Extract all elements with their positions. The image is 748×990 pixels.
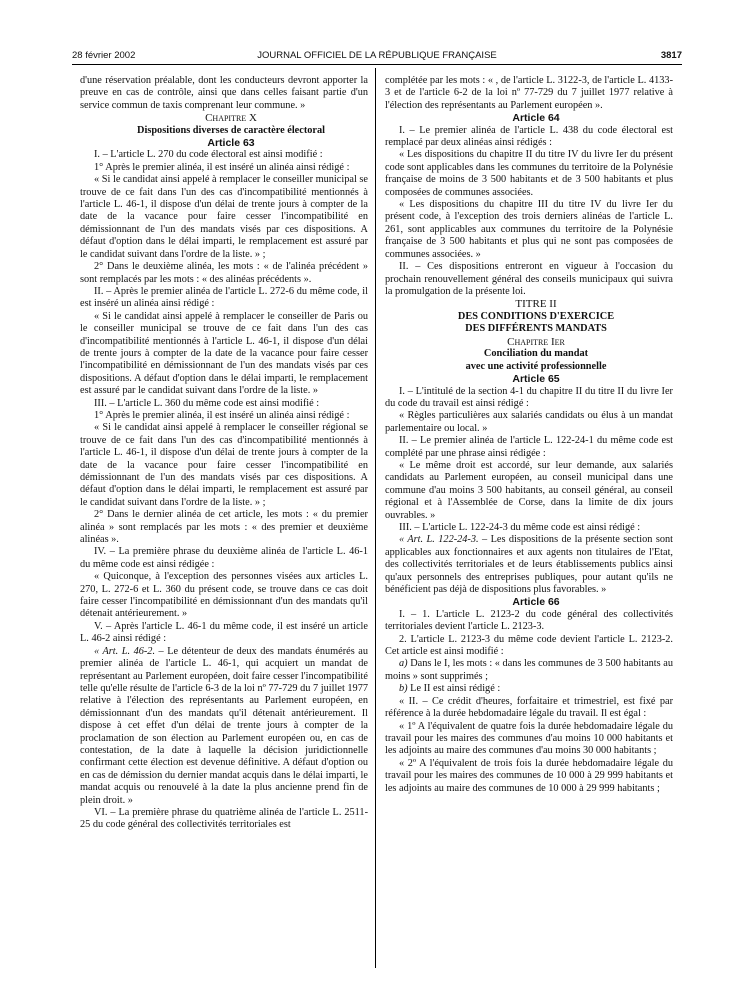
chapter-title: Dispositions diverses de caractère électoral — [137, 124, 325, 136]
article-ref: « Art. L. 46-2. — [94, 645, 156, 657]
paragraph: II. – Ces dispositions entreront en vigueur à l'occasion du prochain renouvellement général des conseils municipaux qui suivra la promulgation de la présente loi. — [385, 261, 673, 297]
chapter-title: Conciliation du mandat — [483, 348, 589, 360]
chapter-heading: Chapitre Ier — [507, 335, 565, 348]
header-rule — [72, 64, 682, 65]
paragraph: I. – 1. L'article L. 2123-2 du code général des collectivités territoriales devient l'article L. 2123-3. — [385, 608, 673, 633]
paragraph: « Les dispositions du chapitre II du titre IV du livre Ier du présent code sont applicables dans les communes du territoire de la Polynésie française de moins de 3 500 habitants et de 3 500 habitants et plus composées de communes associées. — [385, 149, 673, 198]
article-heading: Article 66 — [512, 596, 560, 609]
item-letter: a) — [399, 658, 408, 670]
page-header — [72, 50, 682, 64]
paragraph — [385, 683, 673, 695]
right-column — [385, 75, 673, 795]
paragraph: complétée par les mots : « , de l'article L. 3122-3, de l'article L. 4133-3 et de l'article 6-2 de la loi nº 77-729 du 7 juillet 1977 relative à l'élection des représentants au Parlement européen ». — [385, 75, 673, 111]
chapter-heading: Chapitre X — [205, 112, 257, 125]
title-subheading: DES DIFFÉRENTS MANDATS — [465, 323, 607, 335]
paragraph: 2° Dans le dernier alinéa de cet article, les mots : « du premier alinéa » sont remplacés par les mots : « des premier et deuxième alinéas ». — [80, 509, 368, 546]
paragraph: « 2º A l'équivalent de trois fois la durée hebdomadaire légale du travail pour les maires des communes de 10 000 à 29 999 habitants et les adjoints au maire des communes de 10 000 à 29 999 habitants ; — [385, 757, 673, 794]
paragraph: IV. – La première phrase du deuxième alinéa de l'article L. 46-1 du même code est ainsi rédigée : — [80, 546, 368, 570]
paragraph: I. – Le premier alinéa de l'article L. 438 du code électoral est remplacé par deux alinéas ainsi rédigés : — [385, 124, 673, 149]
article-heading: Article 65 — [512, 373, 560, 386]
paragraph: « Les dispositions du chapitre III du titre IV du livre Ier du présent code, à l'exception des trois derniers alinéas de l'article L. 261, sont applicables aux communes du territoire de la Polynésie française de 3 500 habitants et plus qui ne sont pas composées de communes associées. » — [385, 199, 673, 260]
title-heading: TITRE II — [515, 298, 557, 311]
paragraph-text: – Les dispositions de la présente section sont applicables aux fonctionnaires et aux agents non titulaires de l'Etat, des collectivités territoriales et de leurs établissements publics ainsi qu'aux personnels des entreprises publiques, pour autant qu'ils ne bénéficient pas déjà de dispositions plus favorables. » — [385, 534, 673, 596]
paragraph — [385, 658, 673, 683]
paragraph: 2° Dans le deuxième alinéa, les mots : « de l'alinéa précédent » sont remplacés par les mots : « des alinéas précédents ». — [80, 261, 368, 285]
paragraph: d'une réservation préalable, dont les conducteurs devront apporter la preuve en cas de contrôle, ainsi que dans celles faisant partie d'un service commun de taxis comprenant leur commune. » — [80, 75, 368, 111]
article-heading: Article 64 — [512, 112, 560, 125]
header-date: 28 février 2002 — [72, 50, 136, 61]
paragraph: « 1º A l'équivalent de quatre fois la durée hebdomadaire légale du travail pour les maires des communes d'au moins 10 000 habitants et les adjoints au maire des communes d'au moins 30 000 habitants ; — [385, 720, 673, 757]
paragraph: « Si le candidat ainsi appelé à remplacer le conseiller de Paris ou le conseiller municipal se trouve de ce fait dans l'un des cas d'incompatibilité mentionnés à l'article L. 46-1, il dispose d'un délai de trente jours à compter de la date de la vacance pour faire cesser l'incompatibilité en démissionnant de l'un des mandats visés par ces dispositions. A défaut d'option dans le délai imparti, le remplacement est assuré par le candidat suivant dans l'ordre de la liste. » — [80, 310, 368, 397]
paragraph: 2. L'article L. 2123-3 du même code devient l'article L. 2123-2. Cet article est ainsi modifié : — [385, 633, 673, 658]
paragraph: I. – L'article L. 270 du code électoral est ainsi modifié : — [94, 149, 323, 161]
item-letter: b) — [399, 683, 408, 695]
paragraph-text: Dans le I, les mots : « dans les communes de 3 500 habitants au moins » sont supprimés ; — [385, 658, 673, 682]
paragraph — [385, 534, 673, 596]
paragraph: I. – L'intitulé de la section 4-1 du chapitre II du titre II du livre Ier du code du travail est ainsi rédigé : — [385, 385, 673, 409]
paragraph: 1° Après le premier alinéa, il est inséré un alinéa ainsi rédigé : — [94, 161, 350, 173]
paragraph: V. – Après l'article L. 46-1 du même code, il est inséré un article L. 46-2 ainsi rédigé : — [80, 620, 368, 645]
paragraph: « Si le candidat ainsi appelé à remplacer le conseiller municipal se trouve de ce fait dans l'un des cas d'incompatibilité mentionnés à l'article L. 46-1, il dispose d'un délai de trente jours à compter de la date de la vacance pour faire cesser l'incompatibilité en démissionnant de l'un des mandats visés par ces dispositions. A défaut d'option dans le délai imparti, le remplacement est assuré par le candidat suivant dans l'ordre de la liste. » ; — [80, 174, 368, 260]
paragraph: 1° Après le premier alinéa, il est inséré un alinéa ainsi rédigé : — [94, 409, 350, 421]
header-page-number: 3817 — [660, 50, 682, 61]
header-journal-title: JOURNAL OFFICIEL DE LA RÉPUBLIQUE FRANÇAISE — [257, 50, 497, 61]
paragraph: VI. – La première phrase du quatrième alinéa de l'article L. 2511-25 du code général des collectivités territoriales est — [80, 806, 368, 831]
paragraph-text: Le II est ainsi rédigé : — [407, 683, 501, 695]
left-column — [80, 75, 368, 832]
column-divider — [375, 68, 376, 968]
paragraph: II. – Après le premier alinéa de l'article L. 272-6 du même code, il est inséré un alinéa ainsi rédigé : — [80, 285, 368, 310]
paragraph: « II. – Ce crédit d'heures, forfaitaire et trimestriel, est fixé par référence à la durée hebdomadaire légale du travail. Il est égal : — [385, 695, 673, 720]
paragraph: « Quiconque, à l'exception des personnes visées aux articles L. 270, L. 272-6 et L. 360 du présent code, se trouve dans ce cas doit faire cesser l'incompatibilité en démissionnant d'un des mandats qu'il détenait antérieurement. » — [80, 571, 368, 620]
paragraph: « Le même droit est accordé, sur leur demande, aux salariés candidats au Parlement européen, au conseil municipal dans une commune d'au moins 3 500 habitants, au conseil général, au conseil régional et à l'Assemblée de Corse, dans la limite de dix jours ouvrables. » — [385, 459, 673, 521]
paragraph: III. – L'article L. 360 du même code est ainsi modifié : — [94, 397, 320, 409]
article-ref: « Art. L. 122-24-3. — [399, 534, 479, 546]
paragraph: « Si le candidat ainsi appelé à remplacer le conseiller régional se trouve de ce fait dans l'un des cas d'incompatibilité mentionnés à l'article L. 46-1, il dispose d'un délai de trente jours à compter de la date de la vacance pour faire cesser l'incompatibilité en démissionnant de l'un des mandats visés par ces dispositions. A défaut d'option dans le délai imparti, le remplacement est assuré par le candidat suivant dans l'ordre de la liste. » ; — [80, 422, 368, 508]
title-subheading: DES CONDITIONS D'EXERCICE — [457, 310, 615, 322]
paragraph-text: – Le détenteur de deux des mandats énumérés au premier alinéa de l'article L. 46-1, qui acquiert un mandat de représentant au Parlement européen, doit faire cesser l'incompatibilité telle qu'elle résulte de l'article 6-3 de la loi nº 77-729 du 7 juillet 1977 relative à l'élection des représentants au Parlement européen, en démissionnant d'un des mandats qu'il détenait antérieurement. Il dispose à cet effet d'un délai de trente jours à compter de la proclamation de son élection au Parlement européen ou, en cas de contestation, de la date à laquelle la décision juridictionnelle confirmant cette élection est devenue définitive. A défaut d'option ou en cas de démission du dernier mandat acquis dans le délai imparti, le mandat acquis ou renouvelé à la date la plus ancienne prend fin de plein droit. » — [80, 645, 368, 806]
paragraph — [80, 646, 368, 807]
paragraph: « Règles particulières aux salariés candidats ou élus à un mandat parlementaire ou local. » — [385, 410, 673, 434]
article-heading: Article 63 — [207, 137, 255, 150]
chapter-title: avec une activité professionnelle — [465, 360, 607, 372]
paragraph: III. – L'article L. 122-24-3 du même code est ainsi rédigé : — [399, 522, 641, 533]
paragraph: II. – Le premier alinéa de l'article L. 122-24-1 du même code est complété par une phrase ainsi rédigée : — [385, 435, 673, 459]
